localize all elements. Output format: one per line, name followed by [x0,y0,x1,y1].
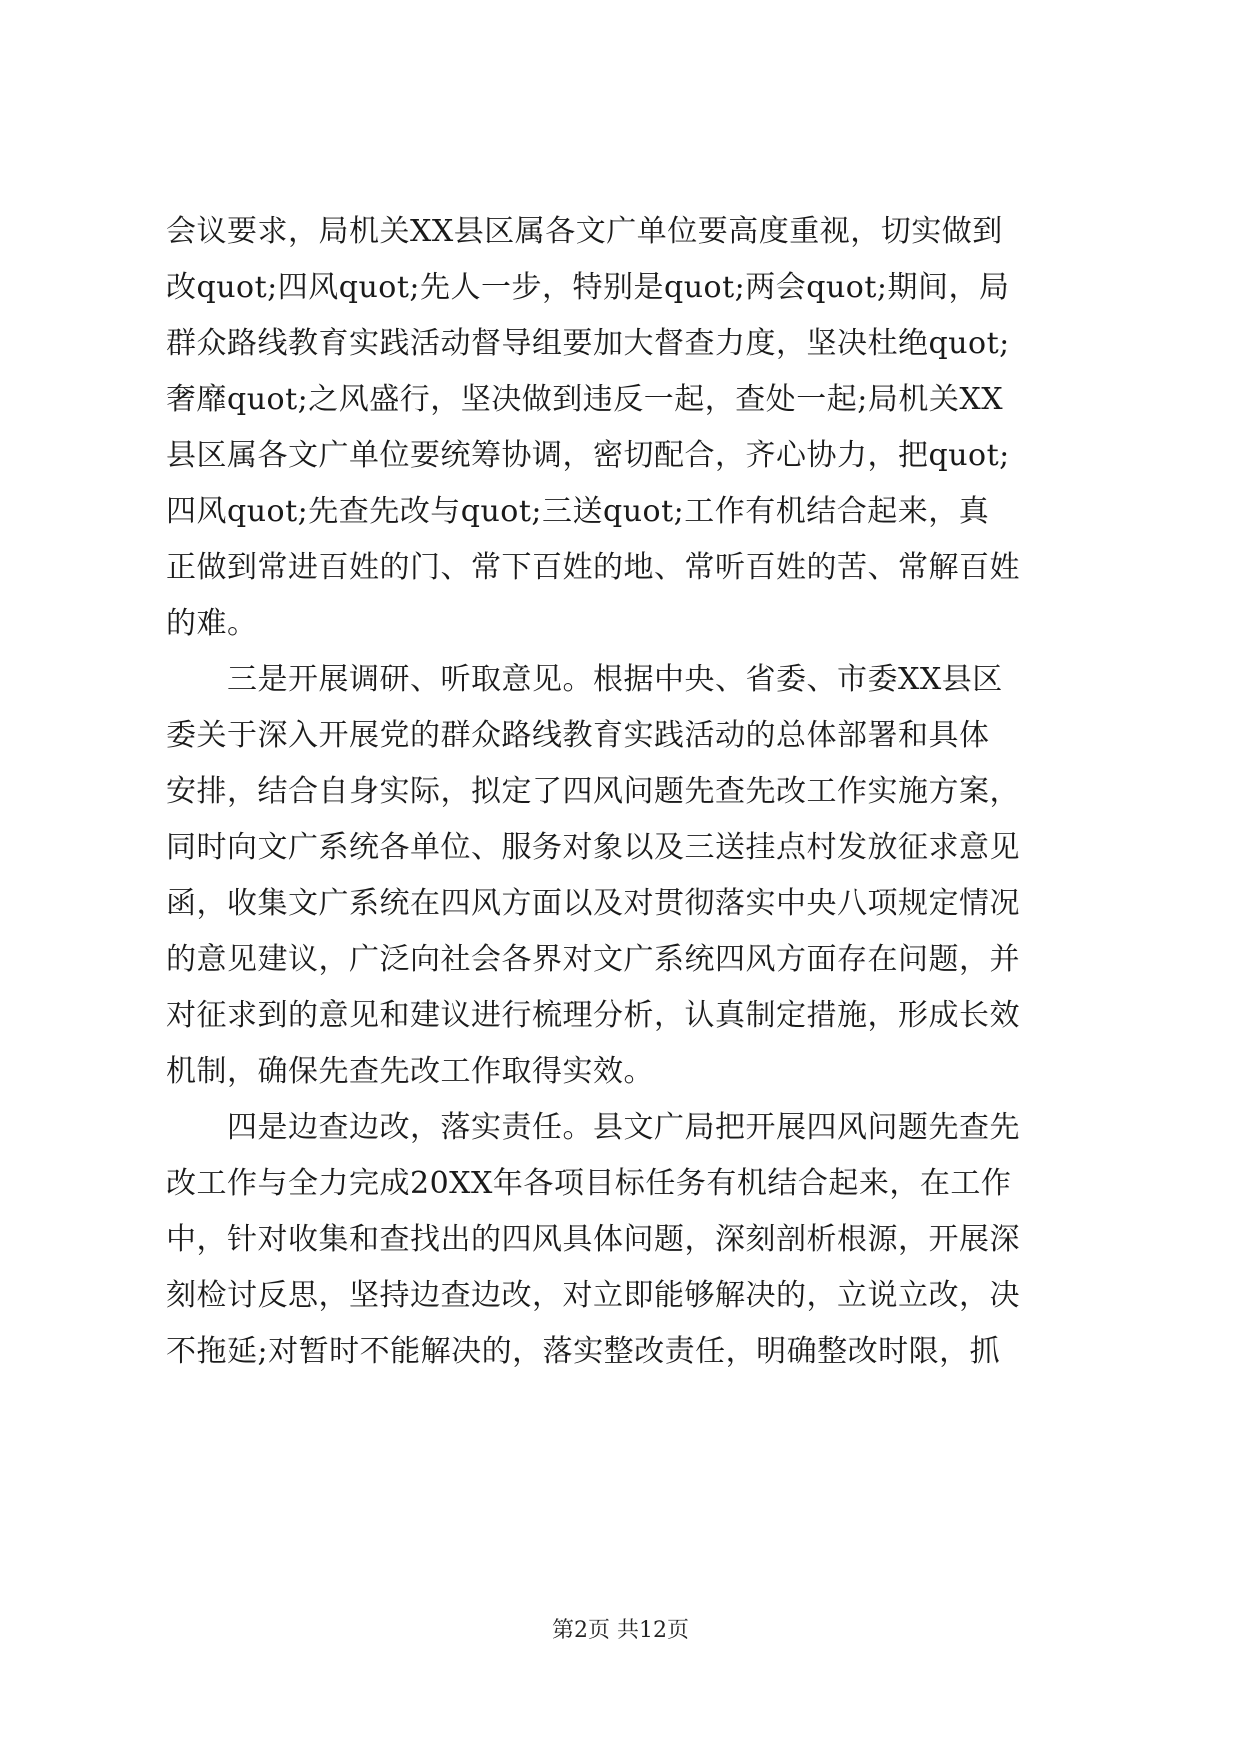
text-line: 会议要求，局机关XX县区属各文广单位要高度重视，切实做到 [166,214,1003,249]
text-line: 对征求到的意见和建议进行梳理分析，认真制定措施，形成长效 [166,998,1020,1033]
text-line: 改工作与全力完成20XX年各项目标任务有机结合起来，在工作 [166,1166,1012,1201]
text-line: 的意见建议，广泛向社会各界对文广系统四风方面存在问题，并 [166,942,1020,977]
page-number-footer: 第2页 共12页 [552,1618,689,1643]
text-line: 的难。 [166,606,258,641]
text-line: 同时向文广系统各单位、服务对象以及三送挂点村发放征求意见 [166,830,1020,865]
text-line: 委关于深入开展党的群众路线教育实践活动的总体部署和具体 [166,718,990,753]
text-line: 安排，结合自身实际，拟定了四风问题先查先改工作实施方案， [166,774,1020,809]
paragraph-start-line: 四是边查边改，落实责任。县文广局把开展四风问题先查先 [166,1110,1020,1145]
text-line: 机制，确保先查先改工作取得实效。 [166,1054,654,1089]
text-line: 正做到常进百姓的门、常下百姓的地、常听百姓的苦、常解百姓 [166,550,1020,585]
text-line: 四风quot;先查先改与quot;三送quot;工作有机结合起来，真 [166,494,990,529]
text-line: 刻检讨反思，坚持边查边改，对立即能够解决的，立说立改，决 [166,1278,1020,1313]
text-line: 改quot;四风quot;先人一步，特别是quot;两会quot;期间，局 [166,270,1010,305]
text-line: 不拖延;对暂时不能解决的，落实整改责任，明确整改时限，抓 [166,1334,1001,1369]
text-line: 中，针对收集和查找出的四风具体问题，深刻剖析根源，开展深 [166,1222,1020,1257]
text-line: 奢靡quot;之风盛行，坚决做到违反一起，查处一起;局机关XX [166,382,1004,417]
text-line: 县区属各文广单位要统筹协调，密切配合，齐心协力，把quot; [166,438,1010,473]
text-line: 群众路线教育实践活动督导组要加大督查力度，坚决杜绝quot; [166,326,1010,361]
text-line: 函，收集文广系统在四风方面以及对贯彻落实中央八项规定情况 [166,886,1020,921]
paragraph-start-line: 三是开展调研、听取意见。根据中央、省委、市委XX县区 [166,662,1003,697]
